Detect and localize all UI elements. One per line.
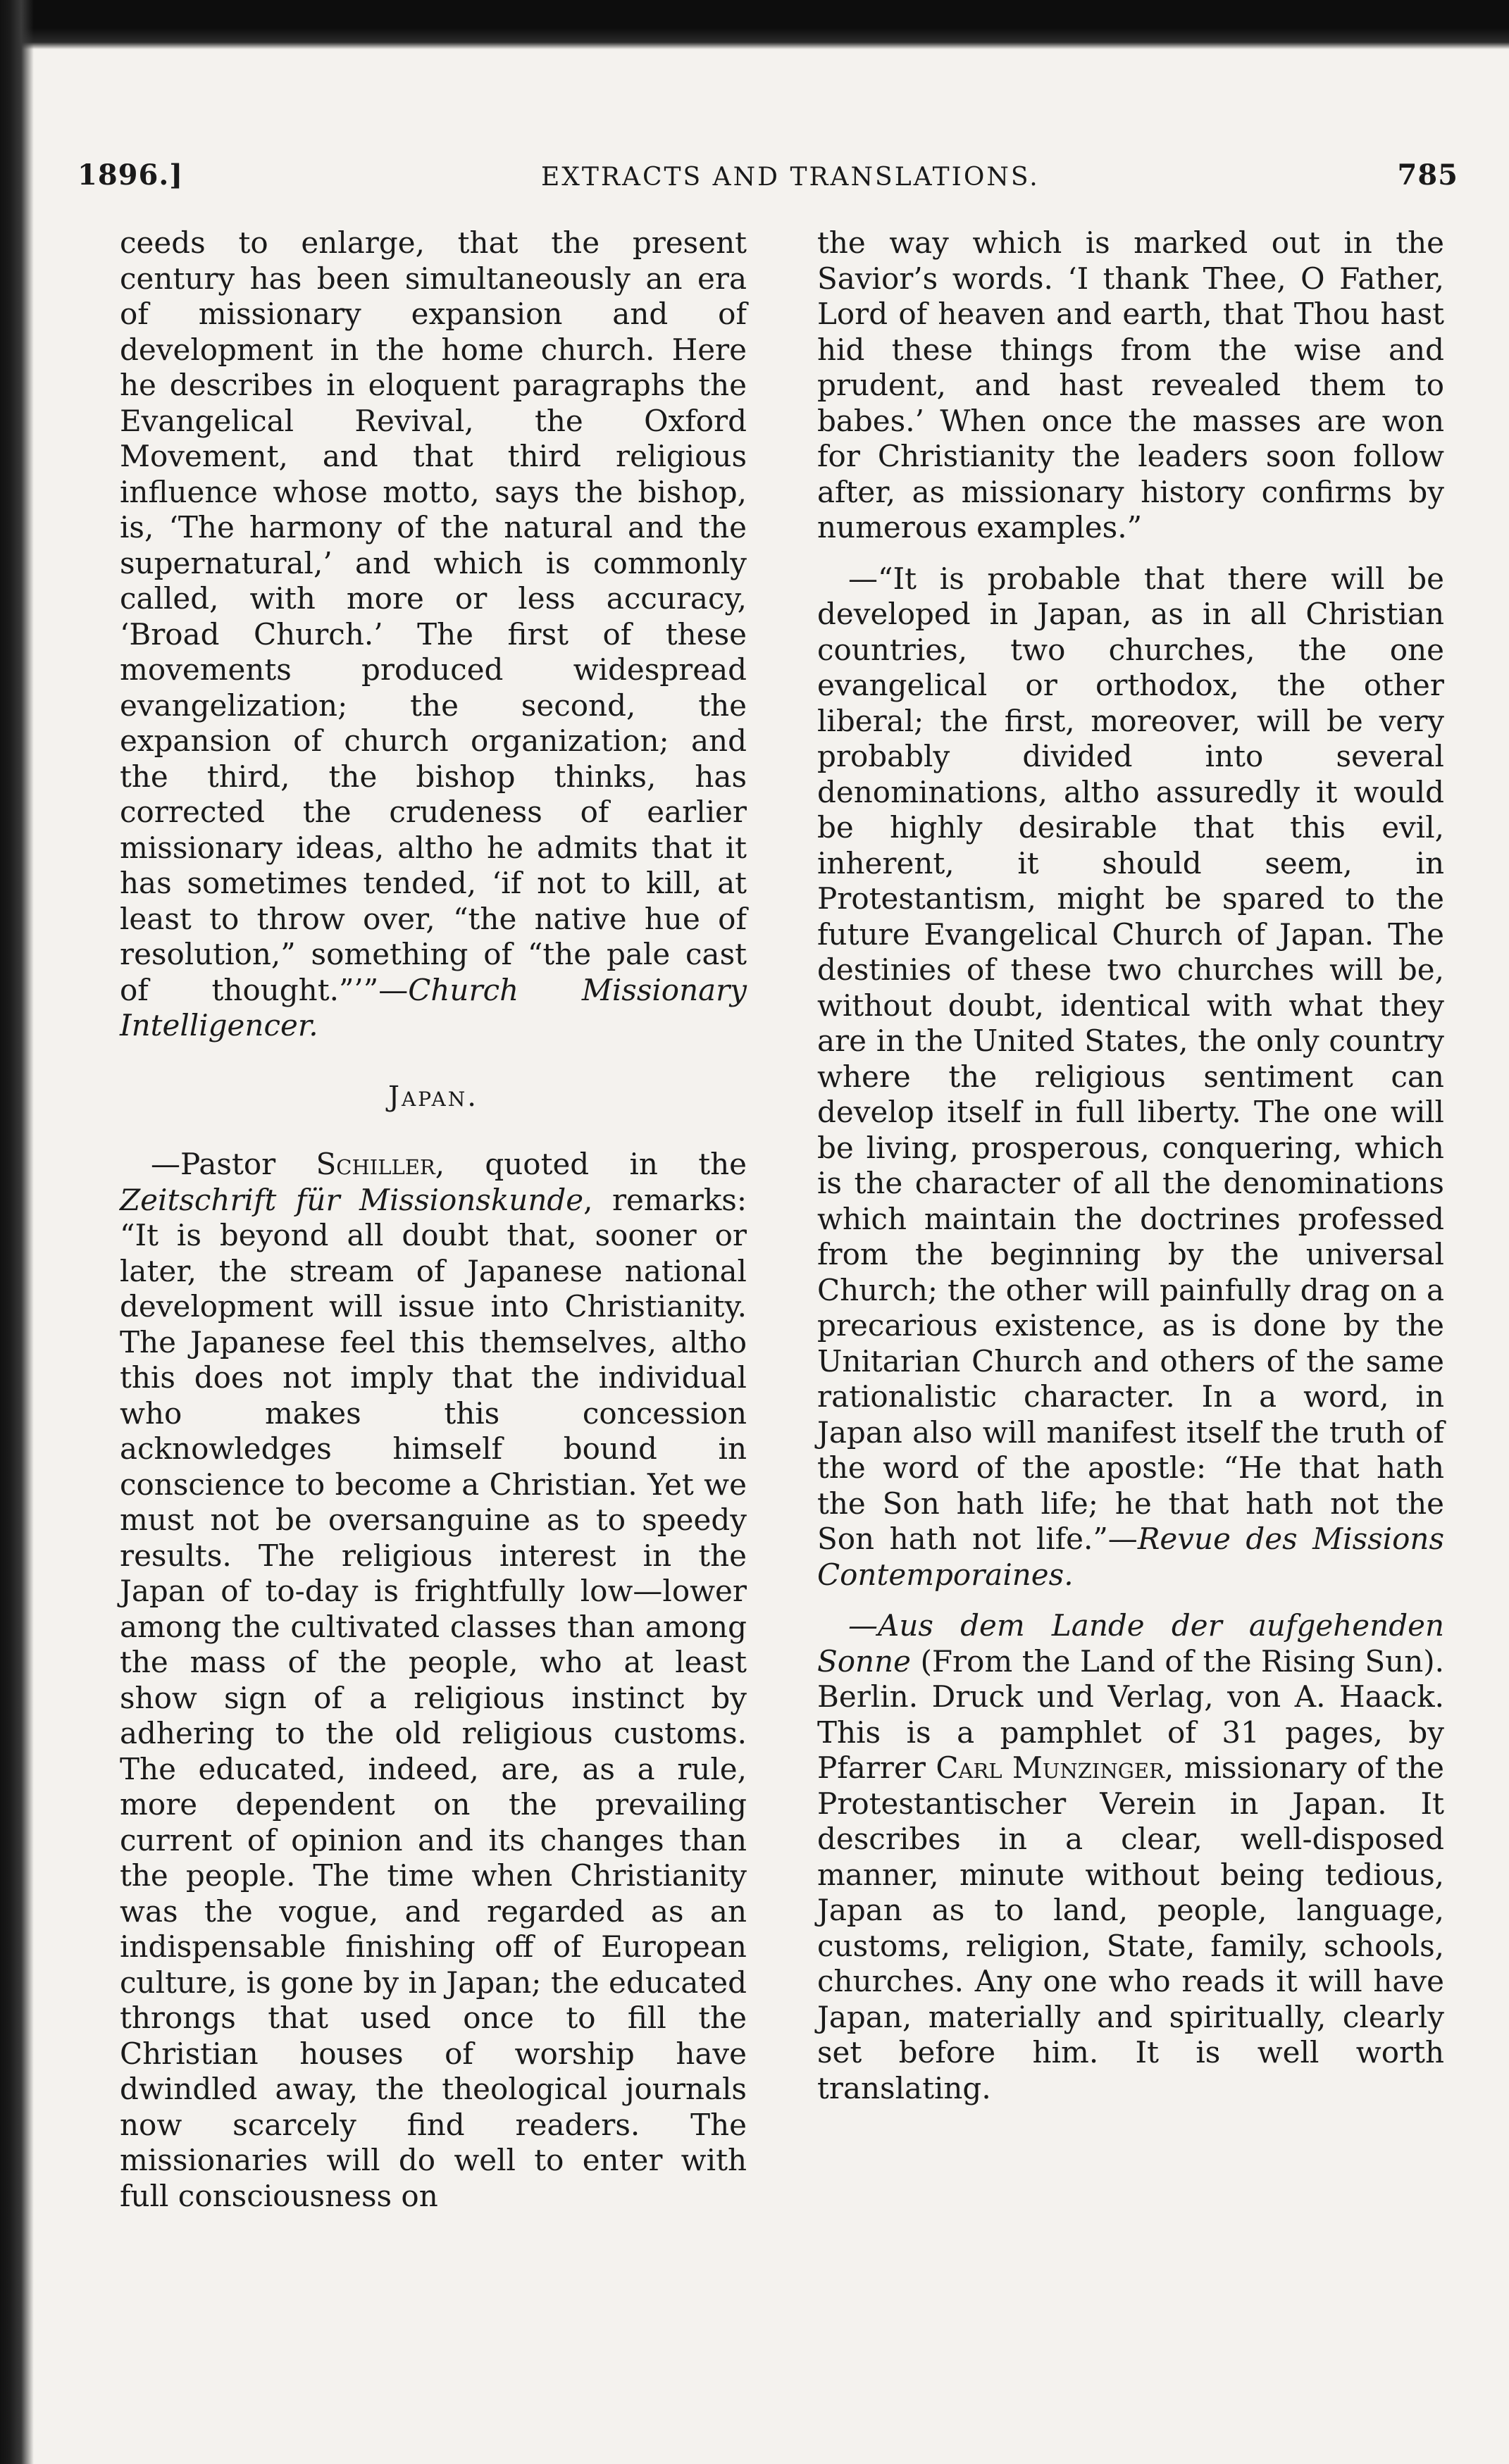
- right-paragraph-3-text-b: , missionary of the Protestantischer Verein in Japan. It describes in a clear, well-disposed manner, minute without being tedious, Japan as to land, people, language, customs, religion, State, family, schools, churches. Any one who reads it will have Japan, materially and spiritually, clearly set before him. It is well worth translating.: [817, 1750, 1444, 2105]
- scan-border-left: [0, 0, 34, 2464]
- left-paragraph-1-text: ceeds to enlarge, that the present century has been simultaneously an era of missionary expansion and of development in the home church. Here he describes in eloquent paragraphs the Evangelical Revival, the Oxford Movement, and that third religious influence whose motto, says the bishop, is, ‘The harmony of the natural and the supernatural,’ and which is commonly called, with more or less accuracy, ‘Broad Church.’ The first of these movements produced widespread evangelization; the second, the expansion of church organization; and the third, the bishop thinks, has corrected the crudeness of earlier missionary ideas, altho he admits that it has sometimes tended, ‘if not to kill, at least to throw over, “the native hue of resolution,” something of “the pale cast of thought.”’”—: [120, 225, 747, 1007]
- header-year: 1896.]: [77, 158, 184, 192]
- right-paragraph-3: [817, 1608, 1444, 2106]
- left-paragraph-2-text: , remarks: “It is beyond all doubt that, sooner or later, the stream of Japanese national development will issue into Christianity. The Japanese feel this themselves, altho this does not imply that the individual who makes this concession acknowledges himself bound in conscience to become a Christian. Yet we must not be oversanguine as to speedy results. The religious interest in the Japan of to-day is frightfully low—lower among the cultivated classes than among the mass of the people, who at least show sign of a religious instinct by adhering to the old religious customs. The educated, indeed, are, as a rule, more dependent on the prevailing current of opinion and its changes than the people. The time when Christianity was the vogue, and regarded as an indispensable finishing off of European culture, is gone by in Japan; the educated throngs that used once to fill the Christian houses of worship have dwindled away, the theological journals now scarcely find readers. The missionaries will do well to enter with full consciousness on: [120, 1182, 747, 2213]
- left-paragraph-2-name: Schiller: [316, 1147, 435, 1181]
- left-paragraph-1: [120, 225, 747, 1044]
- right-column: [817, 225, 1444, 2214]
- running-header: [77, 142, 1458, 192]
- document-page: [77, 134, 1458, 2423]
- text-columns: [120, 225, 1444, 2214]
- left-paragraph-2-mid: , quoted in the: [435, 1147, 747, 1181]
- header-page-number: 785: [1397, 158, 1458, 192]
- right-paragraph-1: the way which is marked out in the Savior’s words. ‘I thank Thee, O Father, Lord of heaven and earth, that Thou hast hid these things from the wise and prudent, and hast revealed them to babes.’ When once the masses are won for Christianity the leaders soon follow after, as missionary history confirms by numerous examples.”: [817, 225, 1444, 545]
- left-paragraph-1-source: Church Missionary Intelligencer.: [120, 972, 747, 1043]
- left-paragraph-2-journal: Zeitschrift für Missionskunde: [120, 1182, 584, 1217]
- left-paragraph-2: [120, 1147, 747, 2214]
- right-paragraph-3-author: Carl Munzinger: [936, 1750, 1165, 1785]
- right-paragraph-2-text: —“It is probable that there will be developed in Japan, as in all Christian countries, two churches, the one evangelical or orthodox, the other liberal; the first, moreover, will be very probably divided into several denominations, altho assuredly it would be highly desirable that this evil, inherent, it should seem, in Protestantism, might be spared to the future Evangelical Church of Japan. The destinies of these two churches will be, without doubt, identical with what they are in the United States, the only country where the religious sentiment can develop itself in full liberty. The one will be living, prosperous, conquering, which is the character of all the denominations which maintain the doctrines professed from the beginning by the universal Church; the other will painfully drag on a precarious existence, as is done by the Unitarian Church and others of the same rationalistic character. In a word, in Japan also will manifest itself the truth of the word of the apostle: “He that hath the Son hath life; he that hath not the Son hath not life.”—: [817, 561, 1444, 1556]
- left-column: [120, 225, 747, 2214]
- scan-border-top: [0, 0, 1509, 49]
- right-paragraph-2-source: Revue des Missions Contemporaines.: [817, 1522, 1444, 1592]
- right-paragraph-3-title: —Aus dem Lande der aufgehenden Sonne: [817, 1608, 1444, 1679]
- left-paragraph-2-lead: —Pastor: [151, 1147, 316, 1181]
- right-paragraph-2: [817, 561, 1444, 1593]
- right-paragraph-3-text-a: (From the Land of the Rising Sun). Berlin. Druck und Verlag, von A. Haack. This is a pamphlet of 31 pages, by Pfarrer: [817, 1643, 1444, 1785]
- header-section-title: EXTRACTS AND TRANSLATIONS.: [540, 163, 1040, 192]
- section-heading-japan: Japan.: [388, 1080, 478, 1113]
